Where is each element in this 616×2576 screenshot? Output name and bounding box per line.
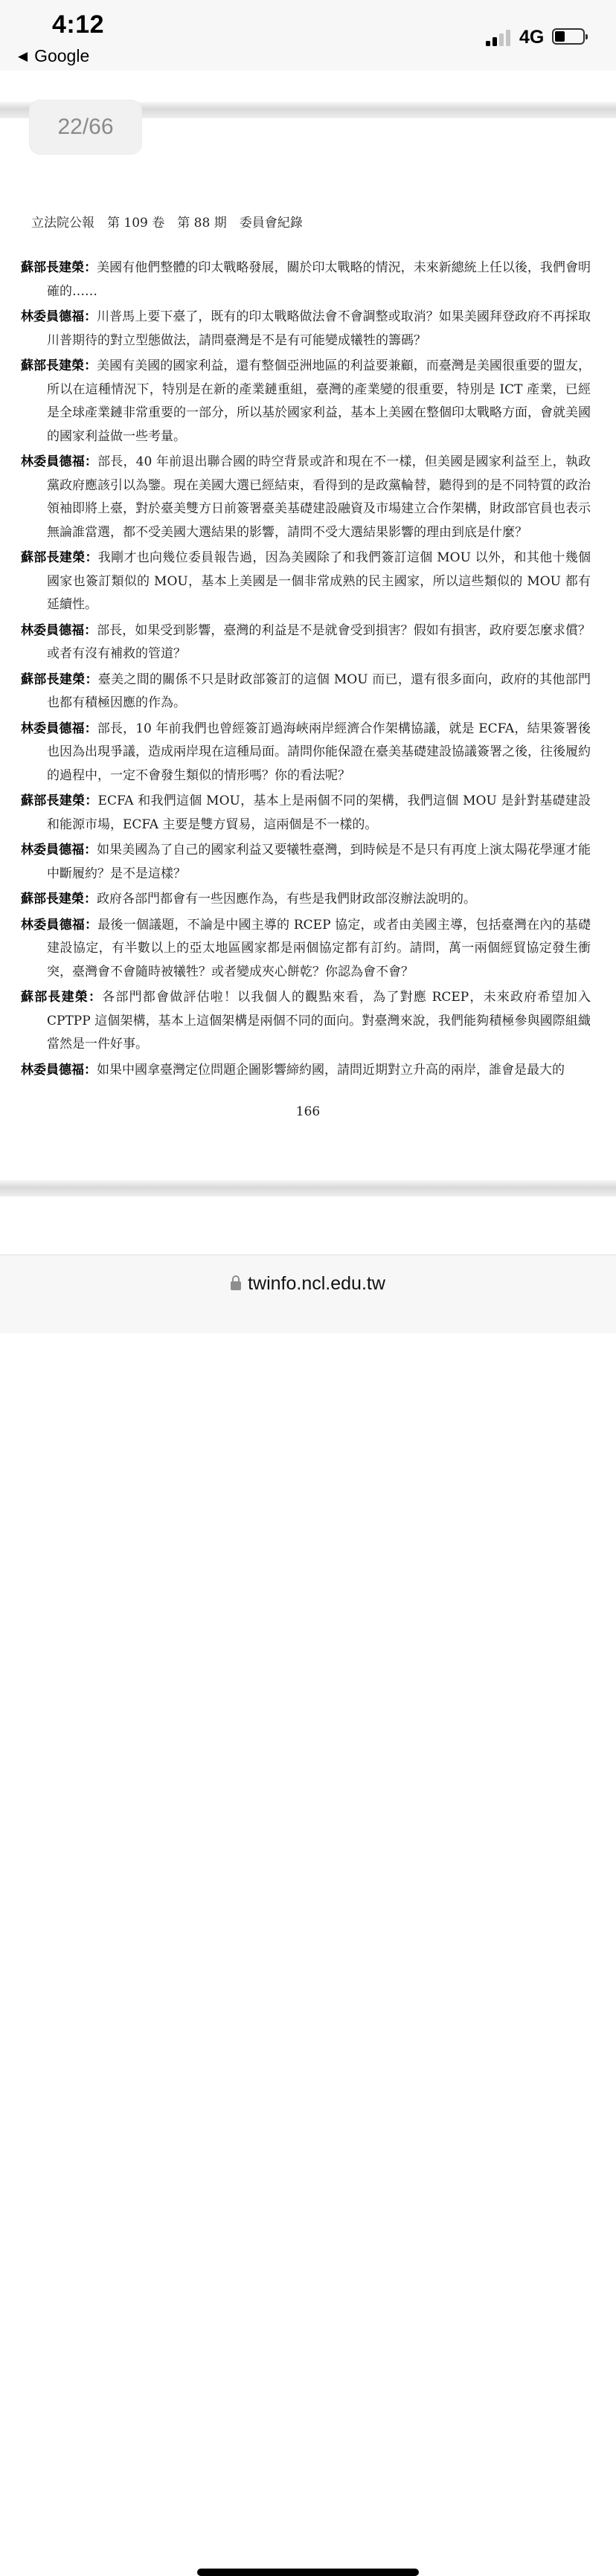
transcript-entry bbox=[21, 257, 591, 303]
url-display[interactable] bbox=[0, 1273, 616, 1295]
speech-text: 美國有美國的國家利益，還有整個亞洲地區的利益要兼顧，而臺灣是美國很重要的盟友，所以在這種情況下，特別是在新的產業鏈重組，臺灣的產業變的很重要，特別是 ICT 產業，已經是全球產業鏈非常重要的一部分，所以基於國家利益，基本上美國在整個印太戰略方面，會就美國的國家利益做一些考量。 bbox=[47, 358, 591, 444]
signal-bar bbox=[506, 30, 510, 46]
speaker-name: 蘇部長建榮： bbox=[21, 672, 98, 687]
speech-text: 如果美國為了自己的國家利益又要犧牲臺灣，到時候是不是只有再度上演太陽花學運才能中斷履約？是不是這樣？ bbox=[47, 843, 591, 881]
speech-text: 部長，如果受到影響，臺灣的利益是不是就會受到損害？假如有損害，政府要怎麼求償？或者有沒有補救的管道？ bbox=[47, 622, 591, 661]
url-text: twinfo.ncl.edu.tw bbox=[248, 1273, 385, 1294]
back-app-label: Google bbox=[34, 46, 90, 65]
page-number: 166 bbox=[295, 1104, 321, 1119]
document-header: 立法院公報 第 109 卷 第 88 期 委員會紀錄 bbox=[31, 216, 303, 231]
cellular-signal-icon bbox=[486, 30, 513, 46]
transcript-entry bbox=[21, 914, 591, 985]
battery-terminal bbox=[585, 34, 588, 39]
speech-text: 政府各部門都會有一些因應作為，有些是我們財政部沒辦法說明的。 bbox=[97, 892, 476, 907]
speaker-name: 蘇部長建榮： bbox=[21, 260, 97, 275]
page-separator-bottom bbox=[0, 1180, 616, 1197]
battery-level bbox=[555, 31, 565, 42]
transcript-entry bbox=[21, 669, 591, 715]
speaker-name: 林委員德福： bbox=[21, 622, 97, 638]
transcript-entry bbox=[21, 547, 591, 617]
speech-text: 最後一個議題，不論是中國主導的 RCEP 協定，或者由美國主導，包括臺灣在內的基礎建設協定，有半數以上的亞太地區國家都是兩個協定都有訂約。請問，萬一兩個經貿協定發生衝突，臺灣會不會隨時被犧牲？或者變成夾心餅乾？你認為會不會？ bbox=[47, 917, 591, 979]
speaker-name: 林委員德福： bbox=[21, 843, 97, 857]
speech-text: 我剛才也向幾位委員報告過，因為美國除了和我們簽訂這個 MOU 以外，和其他十幾個國家也簽訂類似的 MOU，基本上美國是一個非常成熟的民主國家，所以這些類似的 MOU 都有延續性。 bbox=[47, 550, 591, 612]
speech-text: 如果中國拿臺灣定位問題企圖影響締約國，請問近期對立升高的兩岸，誰會是最大的 bbox=[97, 1062, 565, 1078]
speech-text: 部長，40 年前退出聯合國的時空背景或許和現在不一樣，但美國是國家利益至上，執政黨政府應該引以為鑒。現在美國大選已經結束，看得到的是政黨輪替，聽得到的是不同特質的政治領袖即將上臺，對於臺美雙方日前簽署臺美基礎建設融資及市場建立合作架構，財政部官員也表示無論誰當選，都不受美國大選結果的影響，請問不受大選結果影響的理由到底是什麼？ bbox=[47, 454, 591, 540]
speaker-name: 蘇部長建榮： bbox=[21, 892, 97, 907]
transcript bbox=[21, 257, 591, 1084]
speaker-name: 林委員德福： bbox=[21, 917, 98, 933]
speaker-name: 林委員德福： bbox=[21, 1062, 97, 1078]
status-time: 4:12 bbox=[52, 10, 105, 39]
transcript-entry bbox=[21, 986, 591, 1057]
speaker-name: 蘇部長建榮： bbox=[21, 550, 98, 565]
speaker-name: 林委員德福： bbox=[21, 721, 97, 736]
signal-bar bbox=[493, 37, 497, 46]
speaker-name: 林委員德福： bbox=[21, 454, 98, 469]
speaker-name: 蘇部長建榮： bbox=[21, 990, 103, 1005]
speech-text: ECFA 和我們這個 MOU，基本上是兩個不同的架構，我們這個 MOU 是針對基礎建設和能源市場，ECFA 主要是雙方貿易，這兩個是不一樣的。 bbox=[47, 793, 591, 832]
page-indicator: 22/66 bbox=[30, 100, 141, 154]
lock-icon bbox=[231, 1281, 241, 1290]
transcript-entry bbox=[21, 451, 591, 544]
transcript-entry bbox=[21, 888, 591, 912]
battery-icon bbox=[552, 28, 585, 45]
speaker-name: 蘇部長建榮： bbox=[21, 793, 98, 808]
transcript-entry bbox=[21, 619, 591, 666]
home-indicator[interactable] bbox=[197, 2569, 419, 2576]
transcript-entry bbox=[21, 790, 591, 837]
speech-text: 川普馬上要下臺了，既有的印太戰略做法會不會調整或取消？如果美國拜登政府不再採取川普期待的對立型態做法，請問臺灣是不是有可能變成犧牲的籌碼？ bbox=[47, 309, 591, 348]
speech-text: 美國有他們整體的印太戰略發展，關於印太戰略的情況，未來新總統上任以後，我們會明確的…… bbox=[47, 260, 591, 299]
pdf-viewer[interactable] bbox=[0, 71, 616, 1255]
speech-text: 部長，10 年前我們也曾經簽訂過海峽兩岸經濟合作架構協議，就是 ECFA，結果簽署後也因為出現爭議，造成兩岸現在這種局面。請問你能保證在臺美基礎建設協議簽署之後，往後履約的過程中，一定不會發生類似的情形嗎？你的看法呢？ bbox=[47, 721, 591, 783]
transcript-entry bbox=[21, 718, 591, 788]
transcript-entry bbox=[21, 355, 591, 448]
network-type: 4G bbox=[519, 27, 545, 48]
browser-url-bar[interactable] bbox=[0, 1255, 616, 1333]
back-to-app-button[interactable] bbox=[18, 46, 89, 66]
speaker-name: 林委員德福： bbox=[21, 309, 97, 324]
signal-bar bbox=[486, 41, 490, 46]
status-bar bbox=[0, 0, 616, 71]
transcript-entry bbox=[21, 1059, 591, 1083]
back-triangle-icon: ◀ bbox=[18, 48, 28, 63]
speech-text: 各部門都會做評估啦！以我個人的觀點來看，為了對應 RCEP，未來政府希望加入 CPTPP 這個架構，基本上這個架構是兩個不同的面向。對臺灣來說，我們能夠積極參與國際組織當然是一件好事。 bbox=[47, 990, 591, 1052]
signal-bar bbox=[499, 33, 504, 46]
transcript-entry bbox=[21, 306, 591, 352]
speech-text: 臺美之間的關係不只是財政部簽訂的這個 MOU 而已，還有很多面向，政府的其他部門也都有積極因應的作為。 bbox=[47, 672, 591, 710]
transcript-entry bbox=[21, 839, 591, 886]
speaker-name: 蘇部長建榮： bbox=[21, 358, 97, 373]
